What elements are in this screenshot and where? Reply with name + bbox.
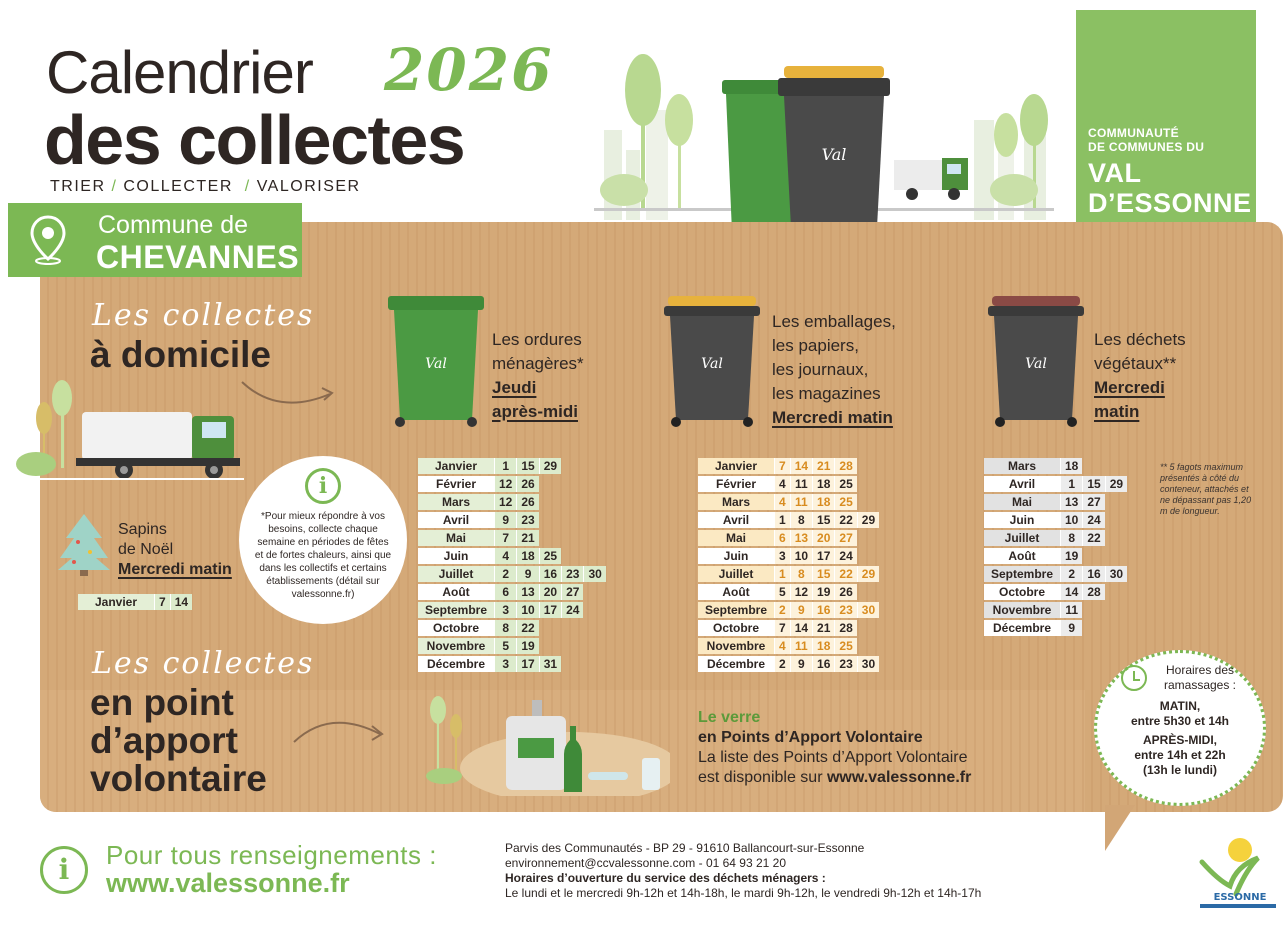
calendar-month: Juin xyxy=(698,548,774,564)
calendar-day: 11 xyxy=(1060,602,1082,618)
calendar-month: Octobre xyxy=(418,620,494,636)
sapins-line2: de Noël xyxy=(118,541,174,558)
verre-link[interactable]: www.valessonne.fr xyxy=(826,769,972,786)
calendar-row xyxy=(418,584,606,600)
calendar-day: 14 xyxy=(790,620,812,636)
section-apport-script: Les collectes xyxy=(92,646,315,681)
verre-line2 xyxy=(698,768,971,788)
brand-line4: D’ESSONNE xyxy=(1088,188,1252,218)
calendar-day: 4 xyxy=(774,494,790,510)
calendar-day: 10 xyxy=(516,602,538,618)
calendar-day: 22 xyxy=(516,620,538,636)
calendar-grey-body xyxy=(984,458,1127,636)
calendar-dechets-vegetaux xyxy=(984,456,1127,638)
sapins-day: Mercredi matin xyxy=(118,561,232,578)
footer-address xyxy=(505,841,981,901)
arrow-curve-2 xyxy=(290,712,390,748)
glass-container-illustration xyxy=(420,696,670,796)
section-domicile-script: Les collectes xyxy=(92,298,315,333)
calendar-day: 2 xyxy=(774,602,790,618)
calendar-month: Août xyxy=(418,584,494,600)
calendar-row xyxy=(418,548,606,564)
calendar-row xyxy=(984,512,1127,528)
calendar-row xyxy=(984,494,1127,510)
calendar-day: 27 xyxy=(834,530,856,546)
section-apport-title-1: en point xyxy=(90,682,234,723)
calendar-day: 24 xyxy=(561,602,583,618)
footer-website-link[interactable]: www.valessonne.fr xyxy=(106,868,350,898)
yellow-bin-line1: Les emballages, xyxy=(772,312,896,331)
green-bin-line2: ménagères* xyxy=(492,354,584,373)
calendar-yellow-body xyxy=(698,458,879,672)
commune-tag xyxy=(8,203,302,277)
section-apport-title-2: d’apport xyxy=(90,720,238,761)
calendar-row xyxy=(698,620,879,636)
grey-bin-label xyxy=(1094,328,1186,424)
calendar-day: 4 xyxy=(494,548,516,564)
horaires-matin: MATIN, xyxy=(1159,699,1201,713)
calendar-sapins xyxy=(78,592,192,612)
yellow-bin-label xyxy=(772,310,896,430)
calendar-day: 21 xyxy=(516,530,538,546)
yellow-bin-line4: les magazines xyxy=(772,384,881,403)
horaires-am-note: (13h le lundi) xyxy=(1142,763,1217,777)
footer-addr2[interactable]: environnement@ccvalessonne.com - 01 64 93 21 20 xyxy=(505,856,787,870)
calendar-day: 18 xyxy=(516,548,538,564)
calendar-day: 25 xyxy=(539,548,561,564)
yellow-bin-day: Mercredi matin xyxy=(772,408,893,427)
calendar-month: Juin xyxy=(418,548,494,564)
calendar-day: 24 xyxy=(834,548,856,564)
calendar-day: 20 xyxy=(812,530,834,546)
calendar-row xyxy=(698,476,879,492)
calendar-day: 28 xyxy=(834,458,856,474)
calendar-month: Septembre xyxy=(698,602,774,618)
yellow-bin-line2: les papiers, xyxy=(772,336,859,355)
calendar-month: Février xyxy=(418,476,494,492)
calendar-day: 26 xyxy=(516,476,538,492)
calendar-day: 9 xyxy=(516,566,538,582)
calendar-day: 11 xyxy=(790,476,812,492)
grey-bin-line2: végétaux** xyxy=(1094,354,1177,373)
yellow-bin-line3: les journaux, xyxy=(772,360,869,379)
calendar-month: Décembre xyxy=(698,656,774,672)
calendar-row xyxy=(984,620,1127,636)
commune-name: CHEVANNES xyxy=(96,239,300,275)
section-domicile-title: à domicile xyxy=(90,334,271,375)
calendar-row xyxy=(698,548,879,564)
horaires-am: APRÈS-MIDI, xyxy=(1142,733,1217,747)
calendar-day: 25 xyxy=(834,494,856,510)
calendar-month: Avril xyxy=(984,476,1060,492)
calendar-day: 29 xyxy=(857,512,879,528)
calendar-row xyxy=(418,566,606,582)
calendar-month: Novembre xyxy=(698,638,774,654)
logo-text: ESSONNE xyxy=(1213,892,1267,903)
calendar-row xyxy=(418,638,606,654)
calendar-day: 8 xyxy=(494,620,516,636)
calendar-day: 21 xyxy=(812,458,834,474)
green-bin-line1: Les ordures xyxy=(492,330,582,349)
calendar-day: 6 xyxy=(774,530,790,546)
calendar-day: 22 xyxy=(834,566,856,582)
calendar-day: 3 xyxy=(494,656,516,672)
header-illustration xyxy=(594,50,1064,250)
calendar-row xyxy=(78,594,192,610)
calendar-row xyxy=(984,602,1127,618)
calendar-ordures-menageres xyxy=(418,456,606,674)
calendar-month: Avril xyxy=(418,512,494,528)
calendar-day: 15 xyxy=(812,512,834,528)
calendar-day: 17 xyxy=(516,656,538,672)
calendar-day: 23 xyxy=(561,566,583,582)
calendar-row xyxy=(698,566,879,582)
calendar-month: Janvier xyxy=(78,594,154,610)
tagline-valoriser: VALORISER xyxy=(256,178,361,195)
verre-title: Le verre xyxy=(698,709,761,726)
horaires-am-h: entre 14h et 22h xyxy=(1134,748,1226,762)
info-circle-text: *Pour mieux répondre à vos besoins, collecte chaque semaine en périodes de fêtes et de fortes chaleurs, ainsi que dans les collectifs et certains établissements (détail sur valessonne.fr) xyxy=(254,511,392,600)
arrow-curve-1 xyxy=(238,376,338,412)
calendar-day: 28 xyxy=(834,620,856,636)
calendar-day: 15 xyxy=(516,458,538,474)
calendar-day: 13 xyxy=(516,584,538,600)
calendar-row xyxy=(698,494,879,510)
tagline-collecter: COLLECTER xyxy=(123,178,233,195)
horaires-matin-h: entre 5h30 et 14h xyxy=(1130,714,1230,728)
calendar-day: 7 xyxy=(774,458,790,474)
svg-text:Val: Val xyxy=(701,356,723,372)
calendar-day: 26 xyxy=(834,584,856,600)
calendar-day: 19 xyxy=(516,638,538,654)
calendar-day: 3 xyxy=(494,602,516,618)
calendar-row xyxy=(984,584,1127,600)
calendar-day: 18 xyxy=(812,638,834,654)
calendar-row xyxy=(698,602,879,618)
horaires-circle xyxy=(1094,650,1266,806)
calendar-day: 12 xyxy=(494,494,516,510)
calendar-day: 13 xyxy=(790,530,812,546)
footer-info-icon: i xyxy=(40,846,88,894)
calendar-row xyxy=(418,494,606,510)
calendar-row xyxy=(418,476,606,492)
calendar-month: Juin xyxy=(984,512,1060,528)
green-bin-day1: Jeudi xyxy=(492,378,537,397)
brand-line1: COMMUNAUTÉ xyxy=(1088,126,1179,140)
calendar-day: 9 xyxy=(790,602,812,618)
calendar-month: Octobre xyxy=(984,584,1060,600)
calendar-day: 1 xyxy=(774,566,790,582)
calendar-day: 5 xyxy=(494,638,516,654)
verre-block xyxy=(698,708,971,788)
calendar-row xyxy=(418,620,606,636)
calendar-day: 23 xyxy=(516,512,538,528)
grey-bin-line1: Les déchets xyxy=(1094,330,1186,349)
location-pin-icon xyxy=(30,215,66,265)
calendar-row xyxy=(698,638,879,654)
verre-line1: La liste des Points d’Apport Volontaire xyxy=(698,749,968,766)
calendar-month: Novembre xyxy=(418,638,494,654)
calendar-day: 15 xyxy=(812,566,834,582)
calendar-month: Décembre xyxy=(418,656,494,672)
calendar-row xyxy=(698,530,879,546)
title-year: 2026 xyxy=(384,36,554,104)
calendar-day: 21 xyxy=(812,620,834,636)
calendar-month: Août xyxy=(984,548,1060,564)
svg-text:Val: Val xyxy=(1025,356,1047,372)
calendar-day: 12 xyxy=(494,476,516,492)
calendar-day: 28 xyxy=(1082,584,1104,600)
calendar-row xyxy=(418,530,606,546)
calendar-day: 17 xyxy=(812,548,834,564)
calendar-day: 11 xyxy=(790,638,812,654)
calendar-day: 3 xyxy=(774,548,790,564)
calendar-day: 16 xyxy=(812,656,834,672)
calendar-day: 7 xyxy=(494,530,516,546)
calendar-day: 22 xyxy=(834,512,856,528)
tagline-slash-1: / xyxy=(111,178,118,195)
footer-line1: Pour tous renseignements : xyxy=(106,840,437,870)
calendar-row xyxy=(418,458,606,474)
sapins-line1: Sapins xyxy=(118,521,167,538)
tagline-slash-2: / xyxy=(244,178,251,195)
calendar-day: 8 xyxy=(790,566,812,582)
verre-subtitle: en Points d’Apport Volontaire xyxy=(698,729,923,746)
calendar-day: 25 xyxy=(834,638,856,654)
calendar-day: 4 xyxy=(774,638,790,654)
calendar-day: 10 xyxy=(1060,512,1082,528)
calendar-row xyxy=(984,548,1127,564)
title-calendrier: Calendrier xyxy=(46,39,313,106)
brand-line2: DE COMMUNES DU xyxy=(1088,140,1205,154)
calendar-day: 14 xyxy=(170,594,192,610)
calendar-month: Février xyxy=(698,476,774,492)
brand-line3: VAL xyxy=(1088,158,1142,188)
calendar-month: Avril xyxy=(698,512,774,528)
calendar-day: 8 xyxy=(790,512,812,528)
calendar-day: 7 xyxy=(154,594,170,610)
calendar-row xyxy=(984,566,1127,582)
val-essonne-logo xyxy=(1196,836,1278,910)
grey-bin-day2: matin xyxy=(1094,402,1140,421)
brown-lid-bin-icon xyxy=(986,294,1086,430)
clock-icon xyxy=(1121,665,1147,691)
calendar-row xyxy=(418,602,606,618)
calendar-day: 6 xyxy=(494,584,516,600)
calendar-month: Septembre xyxy=(418,602,494,618)
calendar-day: 30 xyxy=(583,566,605,582)
calendar-day: 18 xyxy=(1060,458,1082,474)
calendar-month: Juillet xyxy=(698,566,774,582)
calendar-month: Mars xyxy=(418,494,494,510)
calendar-day: 16 xyxy=(539,566,561,582)
calendar-row xyxy=(698,512,879,528)
calendar-day: 19 xyxy=(812,584,834,600)
calendar-day: 7 xyxy=(774,620,790,636)
calendar-month: Mai xyxy=(984,494,1060,510)
calendar-day: 15 xyxy=(1082,476,1104,492)
calendar-day: 16 xyxy=(812,602,834,618)
garbage-truck-illustration xyxy=(14,378,244,484)
calendar-day: 26 xyxy=(516,494,538,510)
calendar-day: 1 xyxy=(494,458,516,474)
calendar-day: 2 xyxy=(494,566,516,582)
commune-label: Commune de xyxy=(98,211,249,239)
calendar-row xyxy=(984,530,1127,546)
info-icon: i xyxy=(305,468,341,504)
footer-addr4: Le lundi et le mercredi 9h-12h et 14h-18h, le mardi 9h-12h, le vendredi 9h-12h et 14h-17h xyxy=(505,886,982,900)
footer-addr3: Horaires d’ouverture du service des déchets ménagers : xyxy=(505,871,826,885)
calendar-day: 8 xyxy=(1060,530,1082,546)
calendar-day: 19 xyxy=(1060,548,1082,564)
calendar-month: Mai xyxy=(698,530,774,546)
verre-line2-pre: est disponible sur xyxy=(698,769,827,786)
section-apport-title xyxy=(90,684,267,798)
calendar-day: 9 xyxy=(790,656,812,672)
horaires-title2: ramassages : xyxy=(1163,678,1237,692)
green-bin-label xyxy=(492,328,584,424)
calendar-day: 1 xyxy=(774,512,790,528)
calendar-row xyxy=(698,584,879,600)
tagline xyxy=(50,178,361,196)
calendar-emballages xyxy=(698,456,879,674)
svg-text:Val: Val xyxy=(425,356,447,372)
calendar-day: 2 xyxy=(774,656,790,672)
calendar-day: 31 xyxy=(539,656,561,672)
grey-bin-day1: Mercredi xyxy=(1094,378,1165,397)
calendar-day: 2 xyxy=(1060,566,1082,582)
calendar-day: 24 xyxy=(1082,512,1104,528)
calendar-month: Mars xyxy=(984,458,1060,474)
calendar-day: 14 xyxy=(790,458,812,474)
calendar-month: Août xyxy=(698,584,774,600)
calendar-day: 22 xyxy=(1082,530,1104,546)
tagline-trier: TRIER xyxy=(50,178,106,195)
brand-box xyxy=(1076,10,1256,238)
calendar-month: Septembre xyxy=(984,566,1060,582)
vegetaux-note: ** 5 fagots maximum présentés à côté du conteneur, attachés et ne dépassant pas 1,20 m de longueur. xyxy=(1160,462,1252,516)
calendar-day: 13 xyxy=(1060,494,1082,510)
calendar-day: 29 xyxy=(857,566,879,582)
calendar-row xyxy=(418,656,606,672)
svg-text:Val: Val xyxy=(821,145,847,164)
calendar-month: Janvier xyxy=(698,458,774,474)
calendar-day: 30 xyxy=(857,602,879,618)
bubble-tail xyxy=(1105,805,1135,851)
calendar-day: 25 xyxy=(834,476,856,492)
horaires-title1: Horaires des xyxy=(1165,663,1235,677)
calendar-row xyxy=(984,476,1127,492)
calendar-green-body xyxy=(418,458,606,672)
calendar-row xyxy=(984,458,1127,474)
calendar-month: Novembre xyxy=(984,602,1060,618)
calendar-day: 23 xyxy=(834,602,856,618)
calendar-day: 30 xyxy=(857,656,879,672)
calendar-day: 14 xyxy=(1060,584,1082,600)
calendar-day: 12 xyxy=(790,584,812,600)
calendar-day: 29 xyxy=(539,458,561,474)
calendar-month: Juillet xyxy=(418,566,494,582)
info-circle xyxy=(239,456,407,624)
footer-addr1: Parvis des Communautés - BP 29 - 91610 Ballancourt-sur-Essonne xyxy=(505,841,865,855)
green-bin-icon xyxy=(386,294,486,430)
calendar-day: 23 xyxy=(834,656,856,672)
calendar-month: Mai xyxy=(418,530,494,546)
yellow-lid-bin-icon xyxy=(662,294,762,430)
calendar-month: Janvier xyxy=(418,458,494,474)
calendar-row xyxy=(418,512,606,528)
calendar-sapins-body xyxy=(78,594,192,610)
calendar-day: 1 xyxy=(1060,476,1082,492)
calendar-day: 16 xyxy=(1082,566,1104,582)
calendar-day: 27 xyxy=(1082,494,1104,510)
calendar-day: 17 xyxy=(539,602,561,618)
title-des-collectes: des collectes xyxy=(44,101,465,179)
calendar-day: 4 xyxy=(774,476,790,492)
calendar-day: 5 xyxy=(774,584,790,600)
section-apport-title-3: volontaire xyxy=(90,758,267,799)
calendar-row xyxy=(698,458,879,474)
calendar-day: 9 xyxy=(1060,620,1082,636)
calendar-row xyxy=(698,656,879,672)
calendar-day: 27 xyxy=(561,584,583,600)
christmas-tree-icon xyxy=(56,512,112,578)
sapins-label xyxy=(118,520,232,580)
calendar-month: Juillet xyxy=(984,530,1060,546)
calendar-day: 29 xyxy=(1105,476,1127,492)
calendar-day: 18 xyxy=(812,476,834,492)
calendar-day: 11 xyxy=(790,494,812,510)
calendar-day: 20 xyxy=(539,584,561,600)
calendar-month: Mars xyxy=(698,494,774,510)
green-bin-day2: après-midi xyxy=(492,402,578,421)
calendar-day: 30 xyxy=(1105,566,1127,582)
calendar-month: Décembre xyxy=(984,620,1060,636)
calendar-day: 10 xyxy=(790,548,812,564)
calendar-day: 9 xyxy=(494,512,516,528)
calendar-month: Octobre xyxy=(698,620,774,636)
calendar-day: 18 xyxy=(812,494,834,510)
